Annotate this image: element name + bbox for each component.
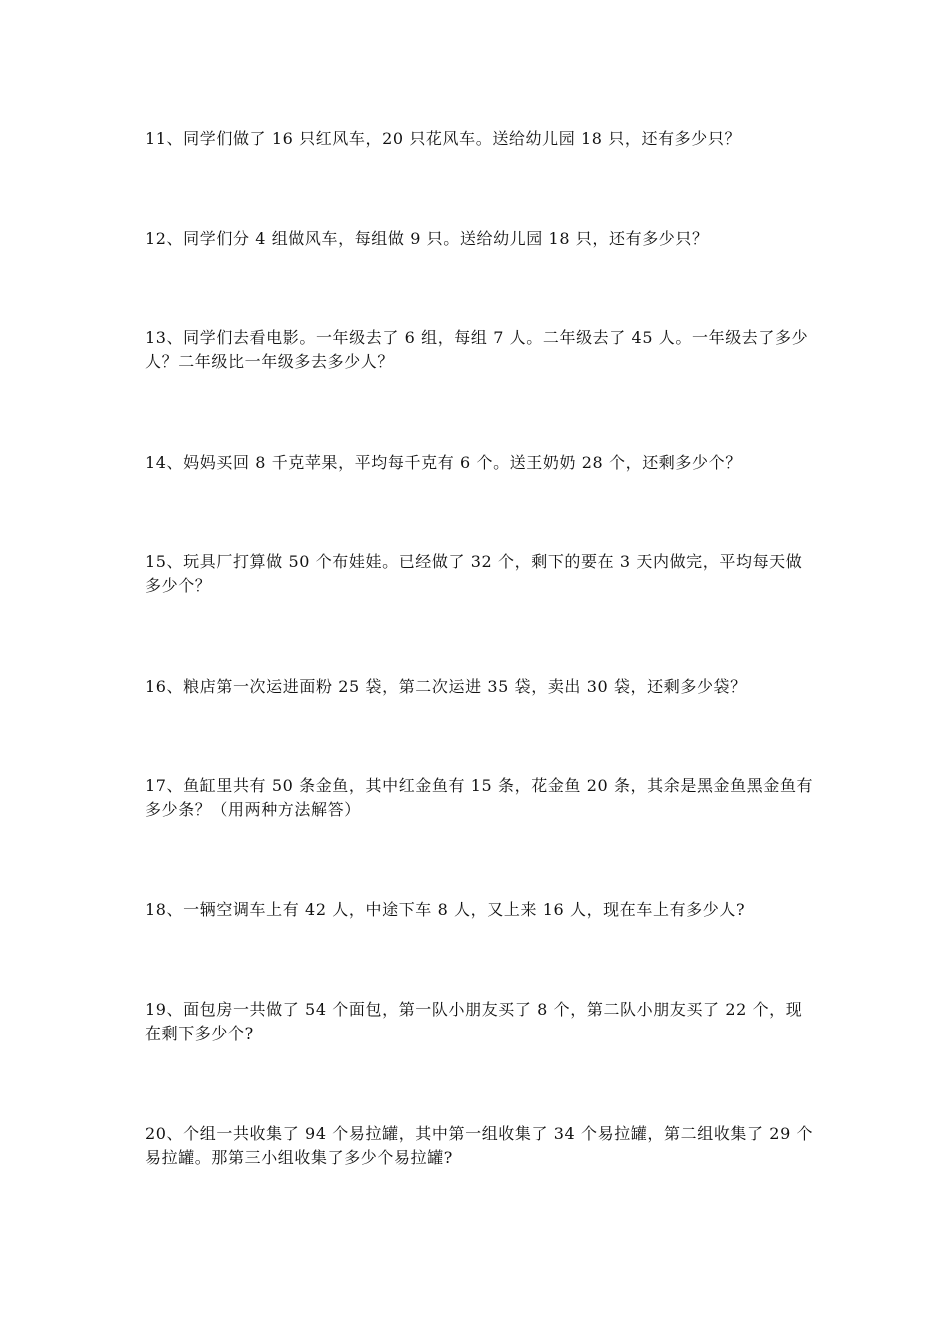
problem-14: 14、妈妈买回 8 千克苹果，平均每千克有 6 个。送王奶奶 28 个，还剩多少个？ [145,453,742,472]
problem-11: 11、同学们做了 16 只红风车，20 只花风车。送给幼儿园 18 只，还有多少只？ [145,129,742,148]
problem-13: 13、同学们去看电影。一年级去了 6 组，每组 7 人。二年级去了 45 人。一年级去了多少人？二年级比一年级多去多少人？ [145,328,809,371]
problem-19: 19、面包房一共做了 54 个面包，第一队小朋友买了 8 个，第二队小朋友买了 22 个，现在剩下多少个? [145,1000,803,1043]
problem-15: 15、玩具厂打算做 50 个布娃娃。已经做了 32 个，剩下的要在 3 天内做完，平均每天做多少个？ [145,552,803,595]
problem-18: 18、一辆空调车上有 42 人，中途下车 8 人，又上来 16 人，现在车上有多少人? [145,900,746,919]
problem-12: 12、同学们分 4 组做风车，每组做 9 只。送给幼儿园 18 只，还有多少只？ [145,229,709,248]
problem-17: 17、鱼缸里共有 50 条金鱼，其中红金鱼有 15 条，花金鱼 20 条，其余是黑金鱼黑金鱼有多少条？（用两种方法解答） [145,776,814,819]
problem-16: 16、粮店第一次运进面粉 25 袋，第二次运进 35 袋，卖出 30 袋，还剩多少袋？ [145,677,747,696]
problem-20: 20、个组一共收集了 94 个易拉罐，其中第一组收集了 34 个易拉罐，第二组收集了 29 个易拉罐。那第三小组收集了多少个易拉罐? [145,1124,814,1167]
